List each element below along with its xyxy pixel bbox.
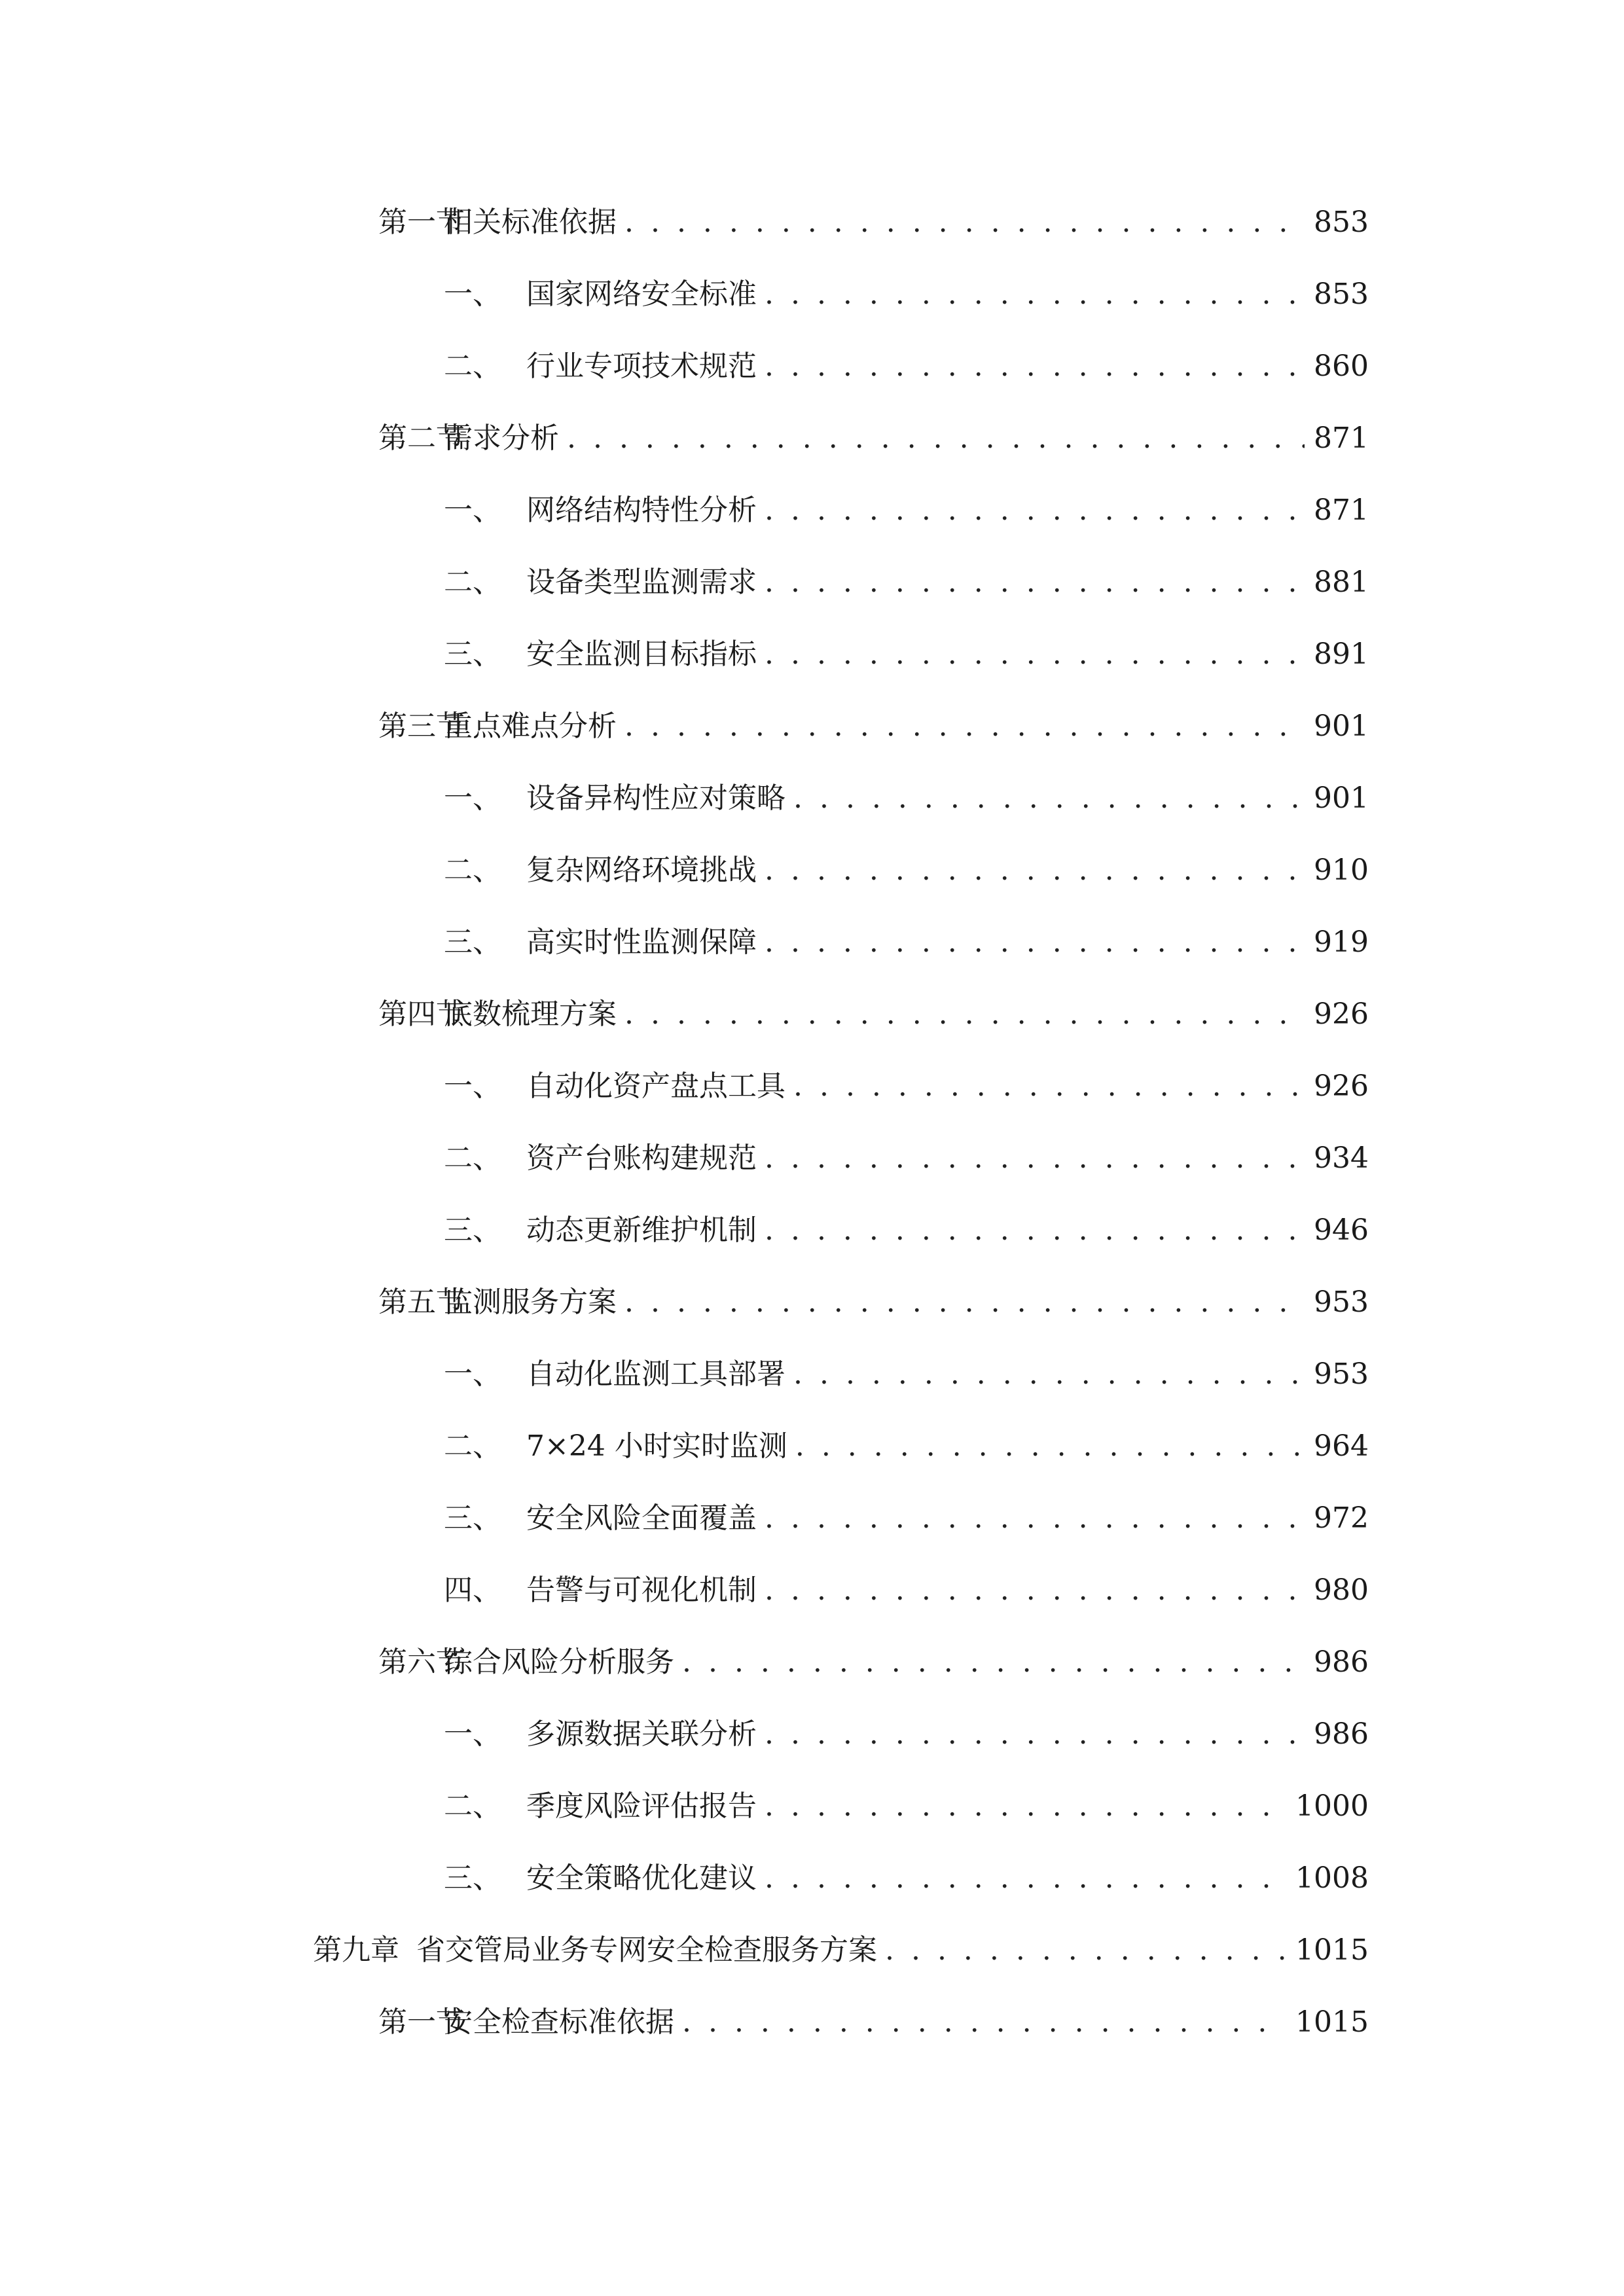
- entry-number: 二、: [444, 350, 501, 383]
- entry-title: 复杂网络环境挑战: [526, 853, 757, 887]
- dot-leader: [793, 1067, 1305, 1106]
- toc-entry[interactable]: [378, 190, 1369, 242]
- page-number: 986: [1314, 1717, 1369, 1751]
- entry-number: 第二节: [378, 422, 465, 455]
- entry-number: 第五节: [378, 1285, 465, 1319]
- entry-title: 自动化监测工具部署: [526, 1357, 785, 1391]
- dot-leader: [793, 1355, 1305, 1394]
- entry-number: 三、: [444, 637, 501, 671]
- dot-leader: [765, 563, 1305, 602]
- page-number: 926: [1314, 997, 1369, 1031]
- dot-leader: [765, 275, 1305, 314]
- dot-leader: [765, 1139, 1305, 1178]
- dot-leader: [793, 779, 1305, 818]
- toc-entry[interactable]: [444, 1414, 1369, 1466]
- page-number: 1015: [1295, 2005, 1369, 2039]
- dot-leader: [765, 491, 1305, 530]
- page-number: 934: [1314, 1141, 1369, 1175]
- entry-title: 安全检查标准依据: [444, 2005, 674, 2039]
- page-number: 1000: [1295, 1789, 1369, 1823]
- toc-entry[interactable]: [444, 1702, 1369, 1754]
- entry-title: 自动化资产盘点工具: [526, 1069, 785, 1103]
- page-number: 919: [1314, 925, 1369, 959]
- toc-entry[interactable]: [378, 1990, 1369, 2042]
- dot-leader: [624, 203, 1305, 242]
- entry-number: 一、: [444, 278, 501, 311]
- page-number: 926: [1314, 1069, 1369, 1103]
- page-number: 953: [1314, 1357, 1369, 1391]
- dot-leader: [765, 1859, 1286, 1898]
- entry-title: 需求分析: [444, 422, 559, 455]
- entry-number: 第六节: [378, 1645, 465, 1679]
- dot-leader: [765, 347, 1305, 386]
- dot-leader: [795, 1427, 1305, 1466]
- entry-number: 三、: [444, 1213, 501, 1247]
- entry-number: 二、: [444, 1429, 501, 1463]
- toc-entry[interactable]: [444, 1846, 1369, 1898]
- dot-leader: [765, 1715, 1305, 1754]
- entry-title: 动态更新维护机制: [526, 1213, 757, 1247]
- toc-entry[interactable]: [444, 622, 1369, 674]
- page-number: 972: [1314, 1501, 1369, 1535]
- page-number: 871: [1314, 493, 1369, 527]
- entry-number: 三、: [444, 1501, 501, 1535]
- dot-leader: [765, 1571, 1305, 1610]
- toc-entry[interactable]: [444, 478, 1369, 530]
- entry-title: 资产台账构建规范: [526, 1141, 757, 1175]
- entry-title: 省交管局业务专网安全检查服务方案: [416, 1933, 877, 1967]
- entry-number: 一、: [444, 493, 501, 527]
- toc-entry[interactable]: [378, 1630, 1369, 1682]
- entry-number: 二、: [444, 1789, 501, 1823]
- entry-title: 重点难点分析: [444, 709, 617, 743]
- entry-title: 监测服务方案: [444, 1285, 617, 1319]
- toc-entry[interactable]: [378, 1270, 1369, 1322]
- entry-number: 三、: [444, 1861, 501, 1895]
- entry-number: 第三节: [378, 709, 465, 743]
- page-number: 1015: [1295, 1933, 1369, 1967]
- toc-entry[interactable]: [444, 334, 1369, 386]
- entry-title: 安全策略优化建议: [526, 1861, 757, 1895]
- toc-entry[interactable]: [378, 694, 1369, 746]
- entry-title: 底数梳理方案: [444, 997, 617, 1031]
- entry-title: 安全风险全面覆盖: [526, 1501, 757, 1535]
- dot-leader: [624, 1283, 1305, 1322]
- toc-entry[interactable]: [378, 406, 1369, 458]
- page-number: 953: [1314, 1285, 1369, 1319]
- toc-entry[interactable]: [444, 1126, 1369, 1178]
- dot-leader: [567, 419, 1305, 458]
- page-number: 871: [1314, 422, 1369, 455]
- entry-number: 四、: [444, 1573, 501, 1607]
- entry-number: 第九章: [313, 1933, 399, 1967]
- dot-leader: [682, 1643, 1305, 1682]
- entry-title: 高实时性监测保障: [526, 925, 757, 959]
- toc-entry[interactable]: [444, 550, 1369, 602]
- page-number: 910: [1314, 853, 1369, 887]
- page-number: 891: [1314, 637, 1369, 671]
- dot-leader: [765, 1787, 1286, 1826]
- toc-entry[interactable]: [444, 838, 1369, 890]
- dot-leader: [765, 1211, 1305, 1250]
- toc-entry[interactable]: [444, 1558, 1369, 1610]
- entry-title: 告警与可视化机制: [526, 1573, 757, 1607]
- toc-entry[interactable]: [444, 1054, 1369, 1106]
- entry-number: 三、: [444, 925, 501, 959]
- entry-title: 网络结构特性分析: [526, 493, 757, 527]
- toc-entry[interactable]: [444, 262, 1369, 314]
- entry-title: 设备类型监测需求: [526, 565, 757, 599]
- dot-leader: [765, 923, 1305, 962]
- entry-title: 季度风险评估报告: [526, 1789, 757, 1823]
- entry-number: 第一节: [378, 2005, 465, 2039]
- entry-title: 设备异构性应对策略: [526, 781, 785, 815]
- page-number: 853: [1314, 206, 1369, 239]
- entry-number: 二、: [444, 1141, 501, 1175]
- page-number: 901: [1314, 781, 1369, 815]
- entry-number: 一、: [444, 781, 501, 815]
- dot-leader: [682, 2003, 1286, 2042]
- page-number: 946: [1314, 1213, 1369, 1247]
- entry-title: 相关标准依据: [444, 206, 617, 239]
- page-number: 901: [1314, 709, 1369, 743]
- entry-number: 二、: [444, 853, 501, 887]
- dot-leader: [885, 1931, 1286, 1970]
- toc-entry[interactable]: [444, 1198, 1369, 1250]
- dot-leader: [624, 995, 1305, 1034]
- entry-title: 多源数据关联分析: [526, 1717, 757, 1751]
- entry-title: 国家网络安全标准: [526, 278, 757, 311]
- page-number: 853: [1314, 278, 1369, 311]
- toc-entry[interactable]: [444, 1774, 1369, 1826]
- entry-number: 一、: [444, 1717, 501, 1751]
- toc-entry[interactable]: [378, 982, 1369, 1034]
- toc-entry[interactable]: [313, 1918, 1369, 1970]
- page-number: 881: [1314, 565, 1369, 599]
- toc-entry[interactable]: [444, 910, 1369, 962]
- page-number: 964: [1314, 1429, 1369, 1463]
- toc-entry[interactable]: [444, 1486, 1369, 1538]
- entry-number: 第四节: [378, 997, 465, 1031]
- page-number: 1008: [1295, 1861, 1369, 1895]
- entry-number: 二、: [444, 565, 501, 599]
- dot-leader: [765, 851, 1305, 890]
- toc-entry[interactable]: [444, 766, 1369, 818]
- dot-leader: [765, 635, 1305, 674]
- page-number: 980: [1314, 1573, 1369, 1607]
- dot-leader: [624, 707, 1305, 746]
- entry-title: 安全监测目标指标: [526, 637, 757, 671]
- entry-number: 一、: [444, 1357, 501, 1391]
- toc-entry[interactable]: [444, 1342, 1369, 1394]
- entry-number: 第一节: [378, 206, 465, 239]
- entry-number: 一、: [444, 1069, 501, 1103]
- entry-title: 行业专项技术规范: [526, 350, 757, 383]
- entry-title: 7×24 小时实时监测: [526, 1429, 787, 1463]
- entry-title: 综合风险分析服务: [444, 1645, 674, 1679]
- page-number: 986: [1314, 1645, 1369, 1679]
- dot-leader: [765, 1499, 1305, 1538]
- page-number: 860: [1314, 350, 1369, 383]
